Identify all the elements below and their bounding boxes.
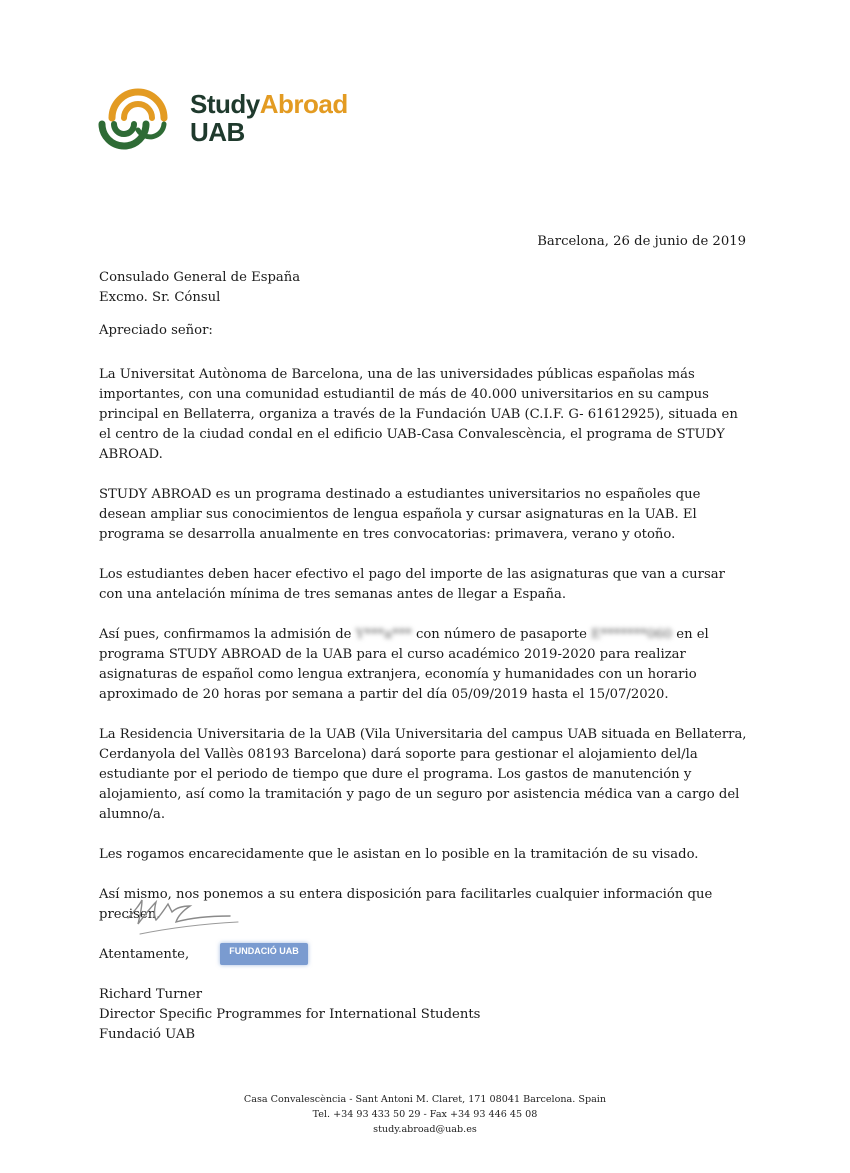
paragraph-7: Así mismo, nos ponemos a su entera disposición para facilitarles cualquier información que precisen.: [99, 887, 713, 922]
paragraph-4-part-a: Así pues, confirmamos la admisión de: [99, 627, 352, 642]
paragraph-5: La Residencia Universitaria de la UAB (Vila Universitaria del campus UAB situada en Bellaterra, Cerdanyola del Vallès 08193 Barcelona) dará soporte para gestionar el alojamiento del/la estudiante por el periodo de tiempo que dure el programa. Los gastos de manutención y alojamiento, así como la tramitación y pago de un seguro por asistencia médica van a cargo del alumno/a.: [99, 727, 747, 822]
paragraph-4-part-b: con número de pasaporte: [415, 627, 587, 642]
paragraph-2: STUDY ABROAD es un programa destinado a estudiantes universitarios no españoles que desean ampliar sus conocimientos de lengua española y cursar asignaturas en la UAB. El programa se desarrolla anualmente en tres convocatorias: primavera, verano y otoño.: [99, 487, 701, 542]
footer-phone: Tel. +34 93 433 50 29 - Fax +34 93 446 45 08: [312, 1109, 538, 1120]
signer-title: Director Specific Programmes for International Students: [99, 1007, 481, 1022]
greeting: Apreciado señor:: [99, 323, 213, 338]
letter-date: Barcelona, 26 de junio de 2019: [537, 234, 746, 249]
recipient-line-2: Excmo. Sr. Cónsul: [99, 290, 221, 305]
paragraph-6: Les rogamos encarecidamente que le asistan en lo posible en la tramitación de su visado.: [99, 847, 699, 862]
paragraph-4-part-c: en el programa STUDY ABROAD de la UAB para el curso académico 2019-2020 para realizar asignaturas de español como lengua extranjera, economía y humanidades con un horario aproximado de 20 horas por semana a partir del día 05/09/2019 hasta el 15/07/2020.: [99, 627, 709, 702]
redacted-passport-number: E*******060: [591, 627, 673, 642]
logo-study-text: Study: [190, 89, 260, 119]
paragraph-1: La Universitat Autònoma de Barcelona, una de las universidades públicas españolas más importantes, con una comunidad estudiantil de más de 40.000 universitarios en su campus principal en Bellaterra, organiza a través de la Fundación UAB (C.I.F. G- 61612925), situada en el centro de la ciudad condal en el edificio UAB-Casa Convalescència, el programa de STUDY ABROAD.: [99, 367, 738, 462]
paragraph-4: [99, 625, 749, 705]
logo-uab-text: UAB: [190, 117, 245, 147]
signer-block: [99, 985, 480, 1045]
letter-footer: [0, 1092, 850, 1137]
fundacio-uab-stamp: FUNDACIÓ UAB: [220, 943, 308, 965]
handwritten-signature: [120, 890, 260, 940]
recipient-line-1: Consulado General de España: [99, 270, 301, 285]
letter-body: [99, 268, 749, 965]
redacted-student-name: Y***a***: [355, 627, 412, 642]
signer-org: Fundació UAB: [99, 1027, 196, 1042]
signer-name: Richard Turner: [99, 987, 203, 1002]
footer-address: Casa Convalescència - Sant Antoni M. Claret, 171 08041 Barcelona. Spain: [243, 1094, 607, 1105]
study-abroad-uab-logo: [98, 84, 358, 154]
footer-email: study.abroad@uab.es: [373, 1124, 477, 1135]
logo-abroad-text: Abroad: [259, 89, 348, 119]
swirl-logo-icon: [98, 84, 182, 150]
closing: Atentamente,: [99, 947, 190, 962]
paragraph-3: Los estudiantes deben hacer efectivo el pago del importe de las asignaturas que van a cursar con una antelación mínima de tres semanas antes de llegar a España.: [99, 567, 725, 602]
